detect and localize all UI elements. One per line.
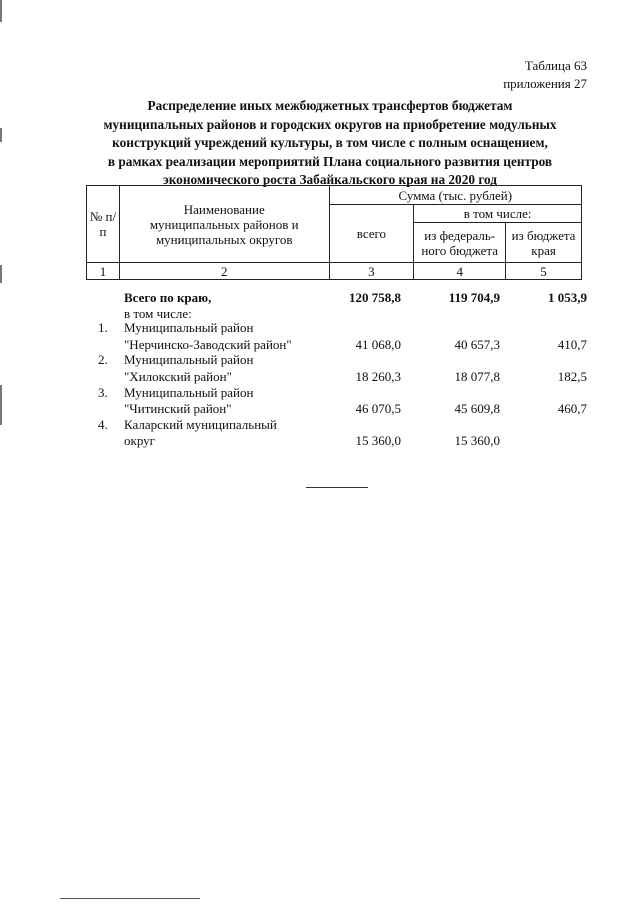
total-regional: 1 053,9 [548, 290, 587, 305]
header-sum: Сумма (тыс. рублей) [329, 186, 581, 205]
scan-margin-mark [0, 0, 2, 22]
column-number: 3 [329, 263, 414, 280]
row-total: 41 068,0 [355, 337, 401, 352]
row-name-line2: "Хилокский район" [124, 369, 232, 384]
row-name-line1: Муниципальный район [124, 320, 254, 335]
header-including: в том числе: [414, 205, 582, 223]
row-federal: 15 360,0 [454, 433, 500, 448]
table-number: Таблица 63 [524, 58, 587, 73]
including-label: в том числе: [124, 306, 192, 321]
title-line: муниципальных районов и городских округов на приобретение модульных [103, 116, 557, 132]
title-line: экономического роста Забайкальского края на 2020 год [162, 172, 498, 187]
row-number: 4. [98, 417, 108, 432]
row-name-line2: "Читинский район" [124, 401, 232, 416]
header-total: всего [329, 205, 414, 263]
footer-divider [60, 898, 200, 899]
total-federal: 119 704,9 [448, 290, 500, 305]
total-sum: 120 758,8 [349, 290, 401, 305]
row-federal: 18 077,8 [454, 369, 500, 384]
row-regional: 410,7 [557, 337, 587, 352]
header-num: № п/п [87, 186, 120, 263]
row-name-line1: Каларский муниципальный [124, 417, 277, 432]
title-line: конструкций учреждений культуры, в том числе с полным оснащением, [112, 135, 548, 150]
scan-margin-mark [0, 128, 2, 142]
appendix-reference: приложения 27 [503, 76, 587, 91]
row-name-line2: "Нерчинско-Заводский район" [124, 337, 292, 352]
row-federal: 40 657,3 [454, 337, 500, 352]
title-line: Распределение иных межбюджетных трансфертов бюджетам [147, 98, 513, 113]
row-name-line2: округ [124, 433, 155, 448]
end-divider [306, 487, 368, 488]
row-total: 46 070,5 [355, 401, 401, 416]
row-name-line1: Муниципальный район [124, 385, 254, 400]
header-name: Наименование муниципальных районов и муниципальных округов [119, 186, 329, 263]
scan-margin-mark [0, 265, 2, 283]
document-title [70, 97, 590, 190]
row-number: 1. [98, 320, 108, 335]
scan-margin-mark [0, 385, 2, 425]
column-number: 4 [414, 263, 506, 280]
row-total: 15 360,0 [355, 433, 401, 448]
row-total: 18 260,3 [355, 369, 401, 384]
row-regional: 182,5 [557, 369, 587, 384]
row-federal: 45 609,8 [454, 401, 500, 416]
column-number: 5 [506, 263, 582, 280]
title-line: в рамках реализации мероприятий Плана социального развития центров [107, 153, 553, 169]
total-label: Всего по краю, [124, 290, 212, 305]
column-number: 1 [87, 263, 120, 280]
row-regional: 460,7 [557, 401, 587, 416]
column-number: 2 [119, 263, 329, 280]
header-federal: из федераль-ного бюджета [414, 223, 506, 263]
table-header [86, 185, 582, 280]
row-number: 2. [98, 352, 108, 367]
row-number: 3. [98, 385, 108, 400]
row-name-line1: Муниципальный район [124, 352, 254, 367]
header-regional: из бюджета края [506, 223, 582, 263]
